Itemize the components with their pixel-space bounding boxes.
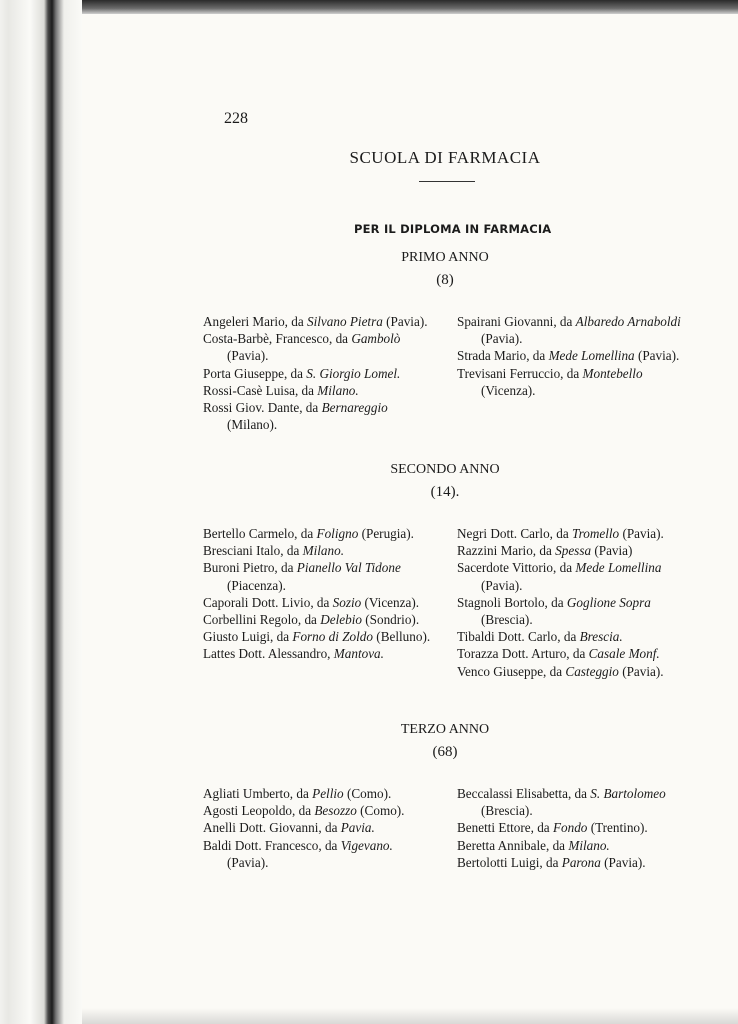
student-entry [203, 313, 435, 330]
student-name: Beccalassi Elisabetta, da [457, 786, 591, 801]
student-entry [203, 785, 435, 802]
scan-top-edge [0, 0, 738, 14]
year-heading-secondo: SECONDO ANNO [390, 462, 500, 477]
student-name: Razzini Mario, da [457, 543, 556, 559]
student-province: (Milano). [227, 417, 278, 433]
student-province: (Brescia). [481, 803, 533, 819]
student-list-secondo-right [457, 525, 687, 680]
student-place: Sozio [332, 594, 362, 610]
student-name: Bertello Carmelo, da [203, 526, 317, 541]
student-entry [203, 611, 435, 628]
student-entry [203, 819, 435, 836]
student-province: (Pavia). [481, 331, 523, 347]
student-province: (Pavia). [227, 854, 269, 870]
student-name: Torazza Dott. Arturo, da [457, 646, 589, 662]
student-name: Costa-Barbè, Francesco, da [203, 331, 352, 347]
student-list-primo-right [457, 313, 687, 399]
student-entry [203, 330, 435, 364]
student-province: (Sondrio). [361, 612, 420, 628]
year-heading-primo: PRIMO ANNO [401, 250, 489, 265]
student-entry [457, 837, 687, 854]
student-name: Benetti Ettore, da [457, 820, 553, 836]
student-name: Strada Mario, da [457, 348, 549, 364]
year-count-secondo: (14). [430, 484, 460, 500]
student-province: (Pavia). [634, 348, 680, 364]
student-place: Silvano Pietra [307, 314, 383, 329]
student-place: S. Giorgio Lomel. [306, 365, 401, 381]
student-entry [203, 802, 435, 819]
student-entry [203, 525, 435, 542]
student-province: (Vicenza). [361, 594, 420, 610]
student-place: Pavia. [340, 820, 375, 836]
student-name: Anelli Dott. Giovanni, da [203, 820, 341, 836]
student-entry [457, 313, 687, 347]
student-entry [203, 542, 435, 559]
student-entry [203, 628, 435, 645]
student-name: Agliati Umberto, da [203, 786, 313, 801]
section-subtitle: PER IL DIPLOMA IN FARMACIA [354, 222, 552, 236]
student-province: (Pavia). [382, 314, 428, 329]
student-entry [457, 559, 687, 593]
student-name: Stagnoli Bortolo, da [457, 594, 567, 610]
student-name: Sacerdote Vittorio, da [457, 560, 576, 576]
student-name: Corbellini Regolo, da [203, 612, 321, 628]
student-name: Caporali Dott. Livio, da [203, 594, 333, 610]
student-place: Albaredo Arnaboldi [575, 314, 681, 329]
student-entry [203, 594, 435, 611]
student-place: Vigevano. [340, 837, 393, 853]
student-place: Bernareggio [321, 400, 388, 416]
student-entry [203, 837, 435, 871]
student-name: Spairani Giovanni, da [457, 314, 576, 329]
student-place: Casteggio [565, 663, 619, 679]
student-place: Parona [561, 854, 601, 870]
student-entry [457, 594, 687, 628]
student-list-terzo-left [203, 785, 435, 871]
student-province: (Brescia). [481, 612, 533, 628]
student-entry [457, 819, 687, 836]
student-entry [457, 365, 687, 399]
student-place: Milano. [568, 837, 610, 853]
student-place: Mede Lomellina [575, 560, 662, 576]
student-place: Milano. [302, 543, 345, 559]
student-place: Pianello Val Tidone [296, 560, 401, 576]
student-place: Pellio [312, 786, 344, 801]
student-name: Trevisani Ferruccio, da [457, 365, 583, 381]
student-place: Forno di Zoldo [292, 629, 373, 645]
student-entry [457, 663, 687, 680]
year-count-terzo: (68) [432, 744, 458, 760]
student-province: (Perugia). [358, 526, 414, 541]
student-entry [457, 525, 687, 542]
student-name: Venco Giuseppe, da [457, 663, 566, 679]
student-list-secondo-left [203, 525, 435, 663]
student-entry [203, 382, 435, 399]
student-list-primo-left [203, 313, 435, 433]
student-place: Fondo [552, 820, 588, 836]
student-place: Milano. [317, 382, 359, 398]
scan-bottom-edge [82, 1008, 738, 1024]
student-province: (Piacenza). [227, 577, 286, 593]
student-province: (Pavia) [591, 543, 633, 559]
student-province: (Como). [356, 803, 405, 819]
student-entry [457, 628, 687, 645]
student-name: Angeleri Mario, da [203, 314, 307, 329]
student-entry [203, 645, 435, 662]
student-province: (Pavia). [481, 577, 523, 593]
student-name: Agosti Leopoldo, da [203, 803, 315, 819]
student-name: Rossi-Casè Luisa, da [203, 382, 318, 398]
student-place: Spessa [555, 543, 592, 559]
student-province: (Como). [343, 786, 392, 801]
student-place: Besozzo [314, 803, 357, 819]
student-province: (Vicenza). [481, 382, 536, 398]
student-entry [203, 399, 435, 433]
year-count-primo: (8) [436, 272, 454, 288]
student-province: (Belluno). [373, 629, 431, 645]
student-province: (Pavia). [618, 663, 664, 679]
student-entry [457, 347, 687, 364]
student-province: (Pavia). [619, 526, 664, 541]
title-rule [419, 181, 475, 182]
student-place: Goglione Sopra [566, 594, 651, 610]
student-name: Beretta Annibale, da [457, 837, 569, 853]
student-name: Buroni Pietro, da [203, 560, 297, 576]
student-name: Lattes Dott. Alessandro, [203, 646, 334, 662]
student-entry [203, 559, 435, 593]
student-place: Mantova. [333, 646, 384, 662]
student-place: Gambolò [351, 331, 401, 347]
student-place: Casale Monf. [588, 646, 660, 662]
student-list-terzo-right [457, 785, 687, 871]
student-place: Foligno [316, 526, 359, 541]
student-entry [203, 365, 435, 382]
student-name: Negri Dott. Carlo, da [457, 526, 572, 541]
student-entry [457, 785, 687, 819]
student-entry [457, 542, 687, 559]
student-place: S. Bartolomeo [590, 786, 666, 801]
student-province: (Pavia). [600, 854, 646, 870]
student-name: Baldi Dott. Francesco, da [203, 837, 341, 853]
student-place: Brescia. [579, 629, 623, 645]
page-title: SCUOLA DI FARMACIA [349, 148, 541, 167]
student-province: (Trentino). [587, 820, 648, 836]
student-place: Tromello [572, 526, 620, 541]
page-number: 228 [224, 110, 248, 127]
student-name: Tibaldi Dott. Carlo, da [457, 629, 580, 645]
student-province: (Pavia). [227, 348, 269, 364]
student-name: Bresciani Italo, da [203, 543, 303, 559]
student-entry [457, 645, 687, 662]
year-heading-terzo: TERZO ANNO [400, 722, 490, 737]
student-name: Giusto Luigi, da [203, 629, 293, 645]
student-place: Mede Lomellina [548, 348, 635, 364]
student-name: Bertolotti Luigi, da [457, 854, 562, 870]
student-place: Delebio [320, 612, 362, 628]
student-name: Rossi Giov. Dante, da [203, 400, 322, 416]
student-entry [457, 854, 687, 871]
student-place: Montebello [582, 365, 643, 381]
student-name: Porta Giuseppe, da [203, 365, 307, 381]
